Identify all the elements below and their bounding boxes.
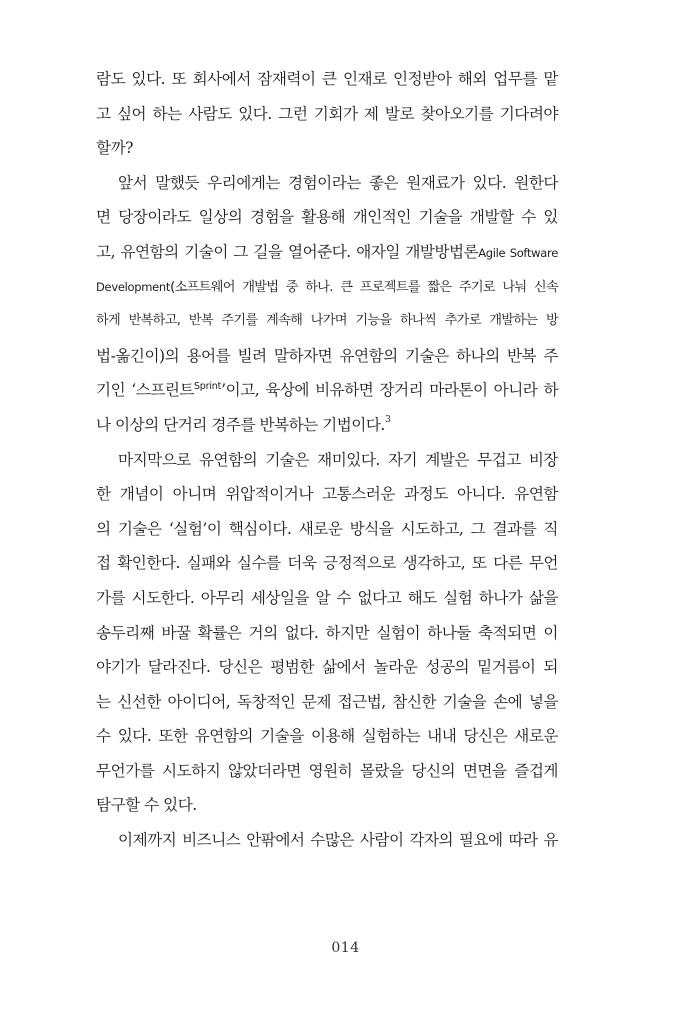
text-line <box>96 373 558 408</box>
text-line: 탐구할 수 있다. <box>96 796 197 815</box>
body-text <box>96 62 558 858</box>
english-term: Agile Software <box>478 245 558 260</box>
text-line <box>96 235 558 270</box>
text-line: 람도 있다. 또 회사에서 잠재력이 큰 인재로 인정받아 해외 업무를 맡 <box>96 70 558 88</box>
english-term-superscript: Sprint <box>193 381 222 393</box>
text-line: 면 당장이라도 일상의 경험을 활용해 개인적인 기술을 개발할 수 있 <box>96 208 558 227</box>
text-line: 수 있다. 또한 유연함의 기술을 이용해 실험하는 내내 당신은 새로운 <box>96 727 558 746</box>
text-run: ’이고, 육상에 비유하면 장거리 마라톤이 아니라 하 <box>221 381 559 400</box>
text-line: 할까? <box>96 139 133 158</box>
text-line: 송두리째 바꿀 확률은 거의 없다. 하지만 실험이 하나둘 축적되면 이 <box>96 623 558 642</box>
english-term: Development <box>96 279 171 294</box>
text-line: 접 확인한다. 실패와 실수를 더욱 긍정적으로 생각하고, 또 다른 무언 <box>96 554 558 573</box>
page-number: 014 <box>331 940 360 956</box>
text-run: 기인 ‘스프린트 <box>96 381 194 400</box>
text-line: 앞서 말했듯 우리에게는 경험이라는 좋은 원재료가 있다. 원한다 <box>118 173 558 192</box>
translator-note: (소프트웨어 개발법 중 하나. 큰 프로젝트를 짧은 주기로 나눠 신속 <box>170 279 558 295</box>
text-line <box>96 270 558 305</box>
text-line: 가를 시도한다. 아무리 세상일을 알 수 없다고 해도 실험 하나가 삶을 <box>96 588 558 607</box>
text-line <box>96 408 558 443</box>
text-line: 의 기술은 ‘실험’이 핵심이다. 새로운 방식을 시도하고, 그 결과를 직 <box>96 519 558 538</box>
text-line: 법-옮긴이)의 용어를 빌려 말하자면 유연함의 기술은 하나의 반복 주 <box>96 346 558 365</box>
text-run: 고, 유연함의 기술이 그 길을 열어준다. 애자일 개발방법론 <box>96 242 479 261</box>
text-line: 한 개념이 아니며 위압적이거나 고통스러운 과정도 아니다. 유연함 <box>96 485 558 504</box>
text-line: 마지막으로 유연함의 기술은 재미있다. 자기 계발은 무겁고 비장 <box>118 450 558 469</box>
text-line: 이제까지 비즈니스 안팎에서 수많은 사람이 각자의 필요에 따라 유 <box>118 831 558 850</box>
text-line: 는 신선한 아이디어, 독창적인 문제 접근법, 참신한 기술을 손에 넣을 <box>96 692 558 711</box>
text-line: 고 싶어 하는 사람도 있다. 그런 기회가 제 발로 찾아오기를 기다려야 <box>96 104 558 123</box>
text-line: 하게 반복하고, 반복 주기를 계속해 나가며 기능을 하나씩 추가로 개발하는 방 <box>96 313 558 329</box>
text-line: 무언가를 시도하지 않았더라면 영원히 몰랐을 당신의 면면을 즐겁게 <box>96 761 558 780</box>
footnote-reference[interactable]: 3 <box>384 413 391 425</box>
text-run: 나 이상의 단거리 경주를 반복하는 기법이다. <box>96 415 385 434</box>
text-line: 야기가 달라진다. 당신은 평범한 삶에서 놀라운 성공의 밑거름이 되 <box>96 658 558 677</box>
